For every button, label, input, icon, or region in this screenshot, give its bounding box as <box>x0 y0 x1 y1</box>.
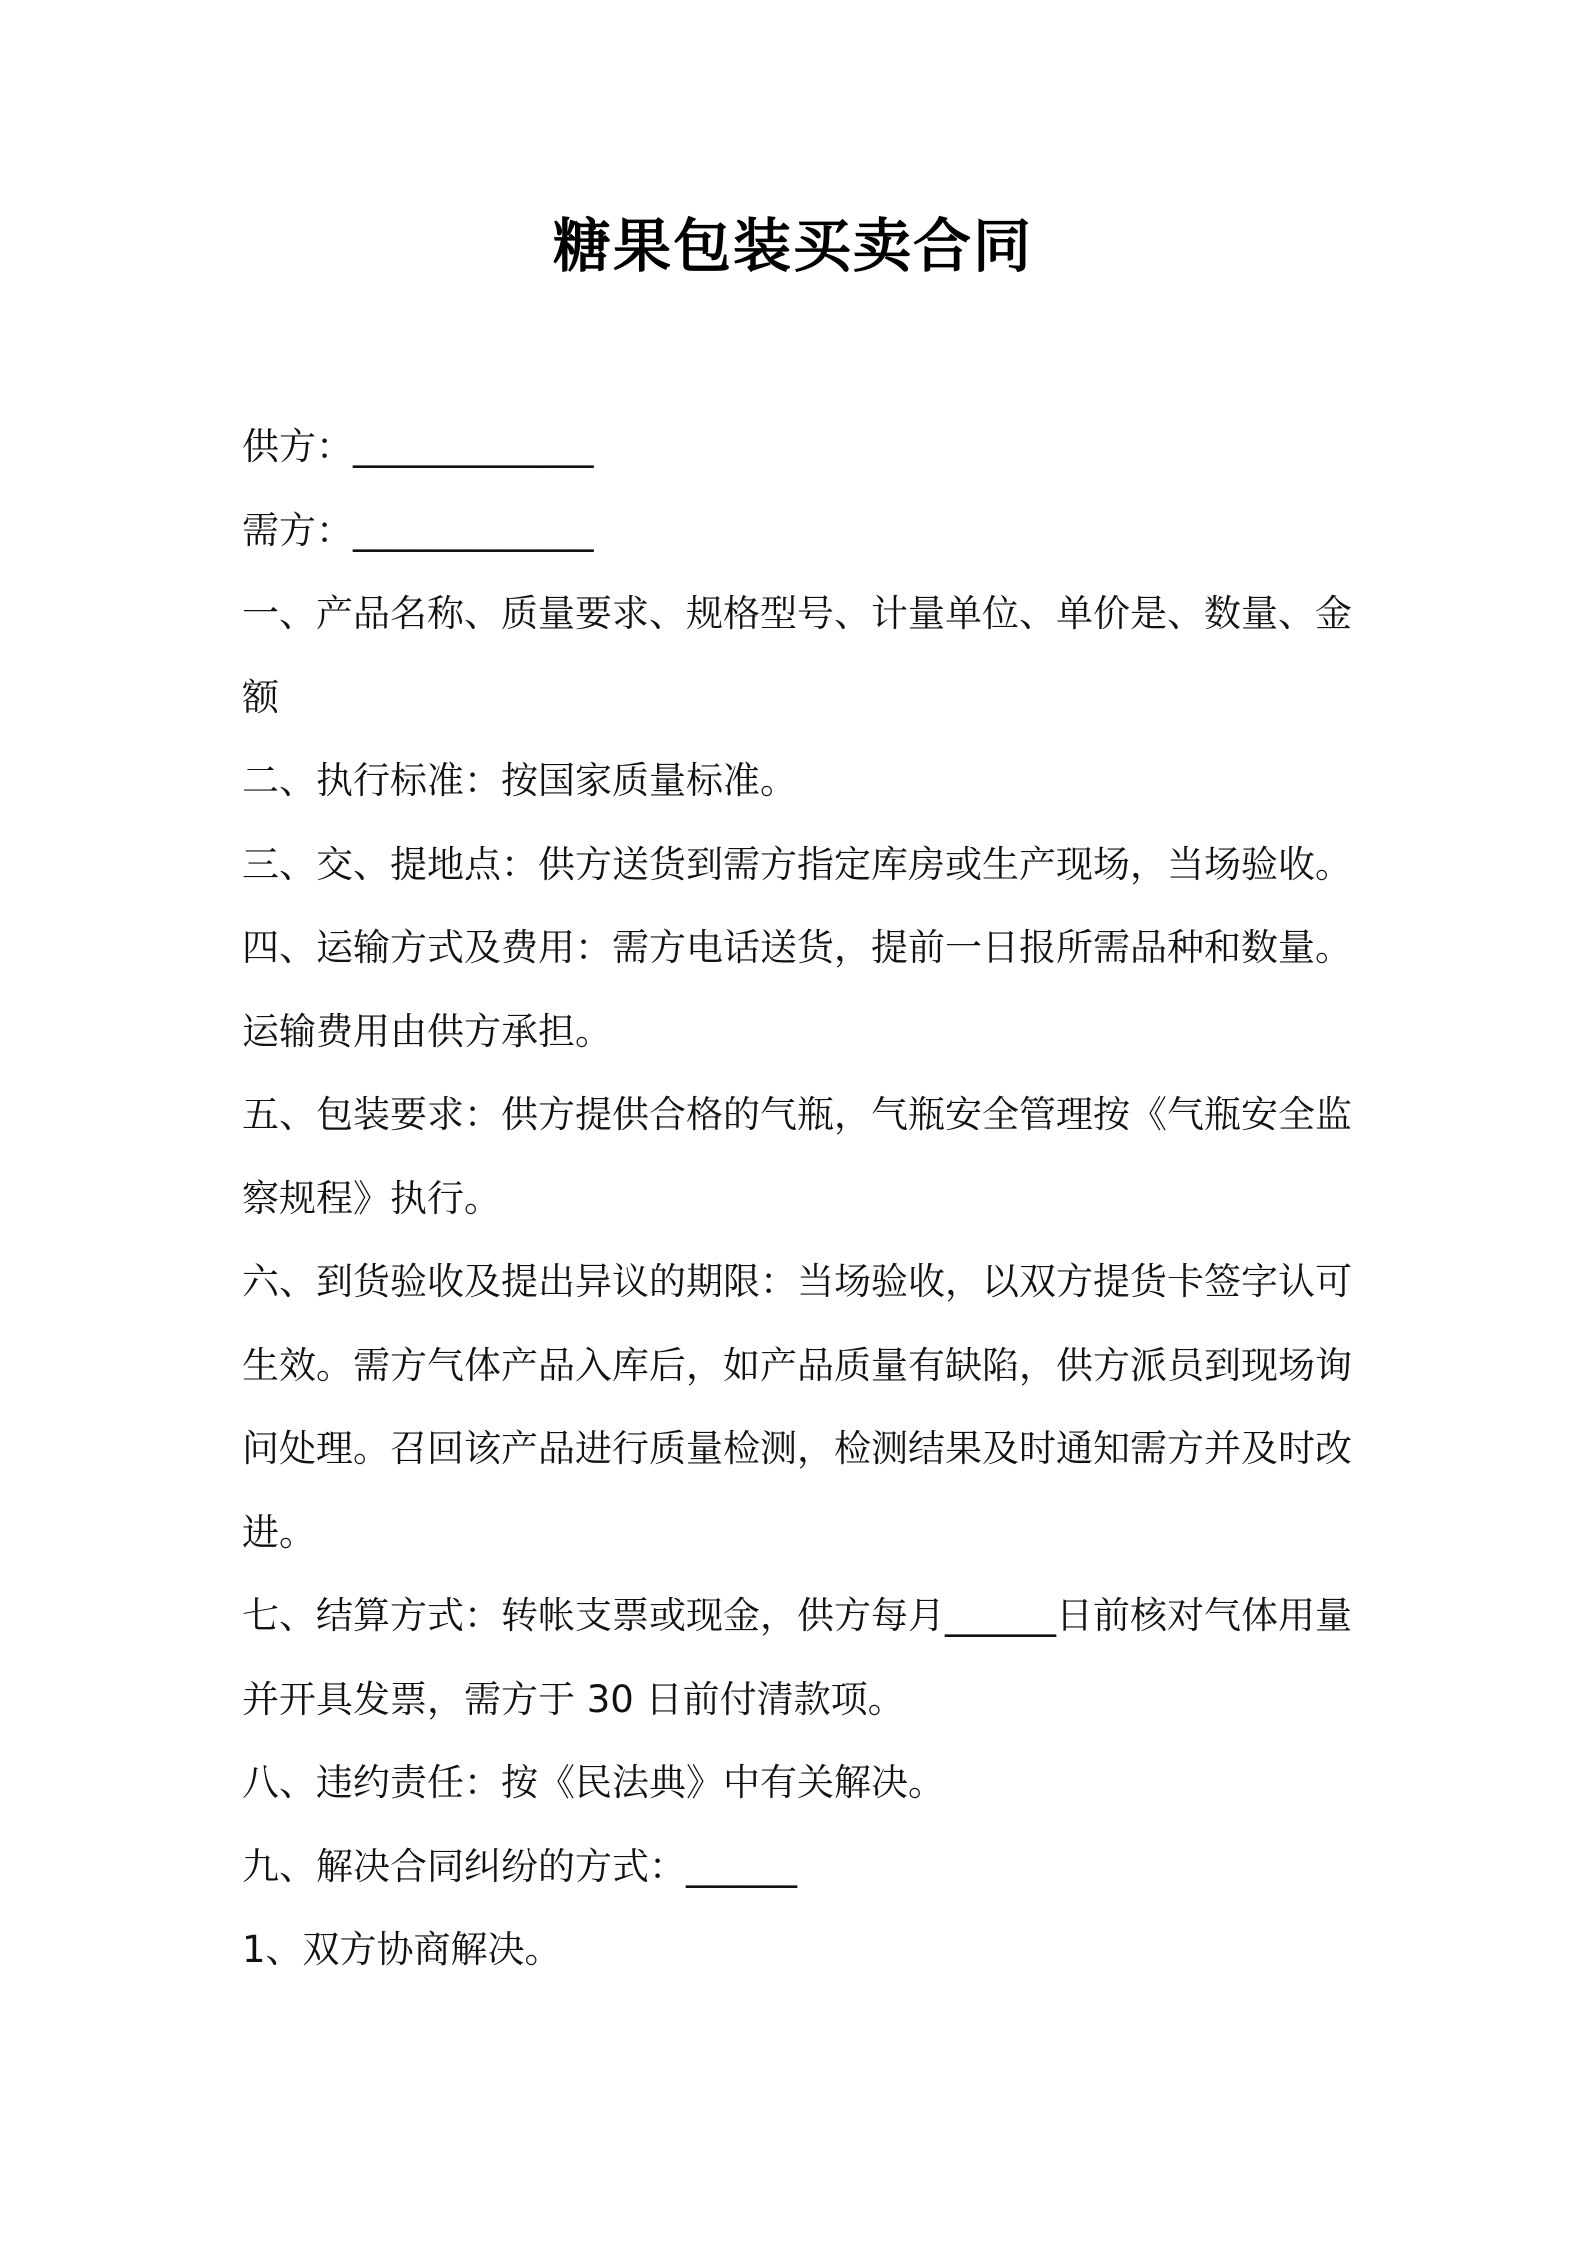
clause-2-standard: 二、执行标准：按国家质量标准。 <box>242 759 797 802</box>
clause-9-dispute-resolution: 九、解决合同纠纷的方式：______ <box>242 1844 797 1888</box>
clause-1-product-info: 一、产品名称、质量要求、规格型号、计量单位、单价是、数量、金额 <box>242 592 1352 719</box>
document-body <box>242 405 1362 1992</box>
document-title: 糖果包装买卖合同 <box>552 212 1033 280</box>
buyer-line: 需方：_____________ <box>242 508 594 552</box>
clause-6-acceptance: 六、到货验收及提出异议的期限：当场验收，以双方提货卡签字认可生效。需方气体产品入库后，如产品质量有缺陷，供方派员到现场询问处理。召回该产品进行质量检测，检测结果及时通知需方并及时改进。 <box>242 1260 1352 1554</box>
clause-8-liability: 八、违约责任：按《民法典》中有关解决。 <box>242 1761 945 1804</box>
clause-4-transport: 四、运输方式及费用：需方电话送货，提前一日报所需品种和数量。运输费用由供方承担。 <box>242 926 1352 1053</box>
clause-3-delivery-location: 三、交、提地点：供方送货到需方指定库房或生产现场，当场验收。 <box>242 842 1352 886</box>
clause-5-packaging: 五、包装要求：供方提供合格的气瓶，气瓶安全管理按《气瓶安全监察规程》执行。 <box>242 1093 1352 1220</box>
clause-7-settlement: 七、结算方式：转帐支票或现金，供方每月______日前核对气体用量并开具发票，需方于 30 日前付清款项。 <box>242 1594 1352 1721</box>
dispute-option-1: 1、双方协商解决。 <box>242 1928 562 1971</box>
supplier-line: 供方：_____________ <box>242 425 594 468</box>
